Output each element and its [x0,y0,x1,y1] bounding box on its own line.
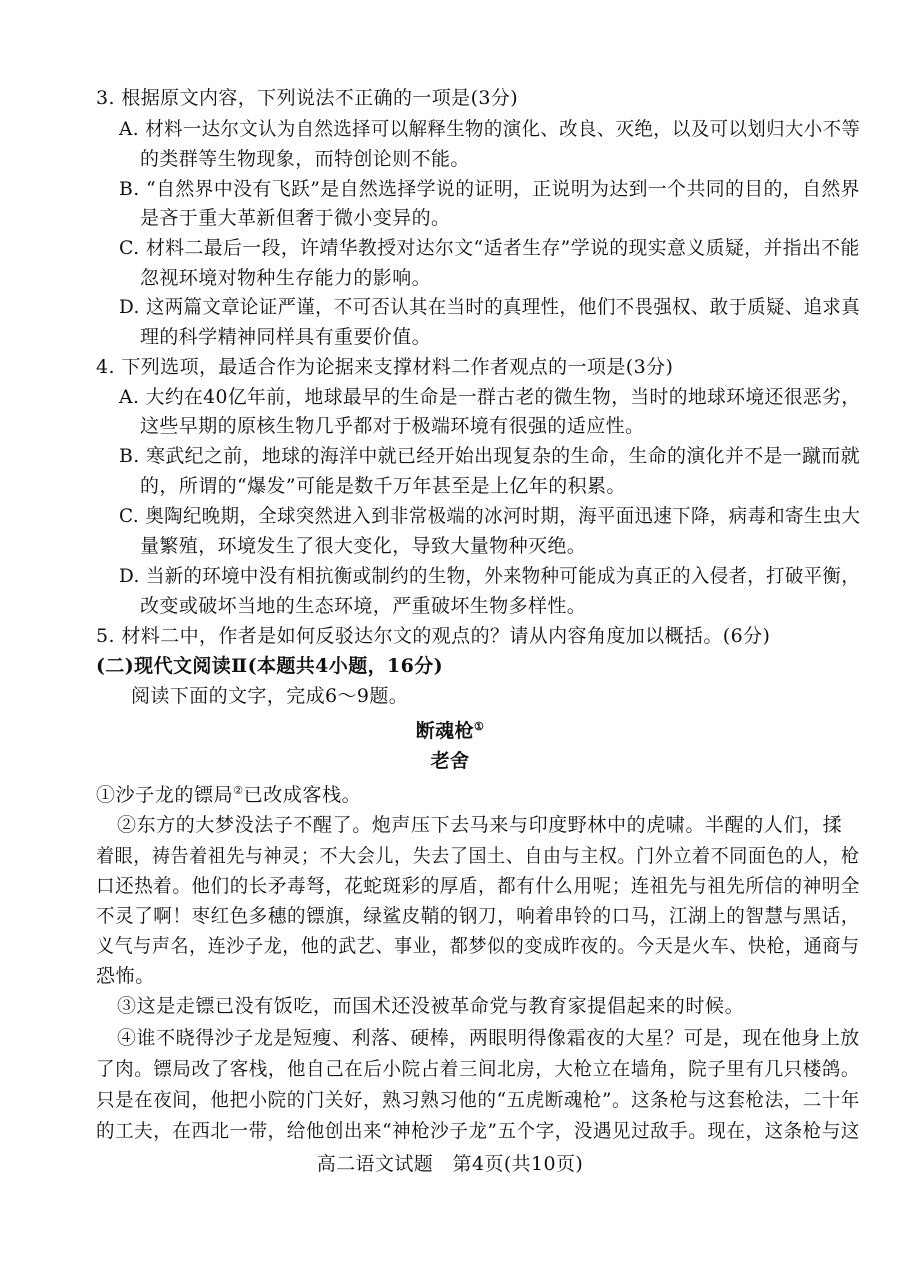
p1-footnote-mark: ② [233,784,244,797]
q3-option-a-line2: 的类群等生物现象，而特创论则不能。 [140,148,470,170]
q4-option-a-line2: 这些早期的原核生物几乎都对于极端环境有很强的适应性。 [140,415,645,437]
story-paragraph-2-line6: 恐怖。 [96,965,155,987]
story-paragraph-2-line2: 着眼，祷告着祖先与神灵；不大会儿，失去了国土、自由与主权。门外立着不同面色的人，枪 [96,845,860,867]
story-paragraph-4-line2: 了肉。镖局改了客栈，他自己在后小院占着三间北房，大枪立在墙角，院子里有几只楼鸽。 [96,1058,861,1080]
story-paragraph-4-line4: 的工夫，在西北一带，给他创出来“神枪沙子龙”五个字，没遇见过敌手。现在，这条枪与这 [96,1120,860,1142]
q3-option-c-line1: C. 材料二最后一段，许靖华教授对达尔文“适者生存”学说的现实意义质疑，并指出不能 [119,237,860,259]
q3-stem: 3. 根据原文内容，下列说法不正确的一项是(3分) [96,87,519,109]
q4-option-c-line2: 量繁殖，环境发生了很大变化，导致大量物种灭绝。 [140,535,587,557]
q4-option-b-line1: B. 寒武纪之前，地球的海洋中就已经开始出现复杂的生命，生命的演化并不是一蹴而就 [119,445,861,467]
story-title-footnote-mark: ① [473,720,485,733]
reading-instruction: 阅读下面的文字，完成6～9题。 [131,685,409,707]
q3-option-a-line1: A. 材料一达尔文认为自然选择可以解释生物的演化、改良、灭绝，以及可以划归大小不等 [119,118,861,140]
story-paragraph-4-line3: 只是在夜间，他把小院的门关好，熟习熟习他的“五虎断魂枪”。这条枪与这套枪法，二十年 [96,1089,860,1111]
q4-option-d-line1: D. 当新的环境中没有相抗衡或制约的生物，外来物种可能成为真正的入侵者，打破平衡， [119,565,861,587]
story-paragraph-2-line3: 口还热着。他们的长矛毒弩，花蛇斑彩的厚盾，都有什么用呢；连祖先与祖先所信的神明全 [96,875,861,897]
q5-stem: 5. 材料二中，作者是如何反驳达尔文的观点的？请从内容角度加以概括。(6分) [96,625,771,647]
story-author: 老舍 [430,750,470,772]
q4-stem: 4. 下列选项，最适合作为论据来支撑材料二作者观点的一项是(3分) [96,356,674,378]
q4-option-a-line1: A. 大约在40亿年前，地球最早的生命是一群古老的微生物，当时的地球环境还很恶劣， [119,386,861,408]
p1-rest: 已改成客栈。 [243,784,362,806]
story-title [0,719,900,743]
q3-option-b-line2: 是吝于重大革新但奢于微小变异的。 [140,207,451,229]
q4-option-b-line2: 的，所谓的“爆发”可能是数千万年甚至是上亿年的积累。 [140,475,626,497]
story-paragraph-4-line1: ④谁不晓得沙子龙是短瘦、利落、硬棒，两眼明得像霜夜的大星？可是，现在他身上放 [117,1027,860,1049]
story-paragraph-3: ③这是走镖已没有饭吃，而国术还没被革命党与教育家提倡起来的时候。 [117,995,745,1017]
story-paragraph-2-line4: 不灵了啊！枣红色多穗的镖旗，绿鲨皮鞘的钢刀，响着串铃的口马，江湖上的智慧与黑话， [96,905,861,927]
story-paragraph-2-line5: 义气与声名，连沙子龙，他的武艺、事业，都梦似的变成昨夜的。今天是火车、快枪，通商与 [96,935,860,957]
section-heading: (二)现代文阅读Ⅱ(本题共4小题，16分) [96,655,444,677]
story-paragraph-1 [96,783,361,807]
story-paragraph-2-line1: ②东方的大梦没法子不醒了。炮声压下去马来与印度野林中的虎啸。半醒的人们，揉 [117,814,843,836]
q3-option-d-line1: D. 这两篇文章论证严谨，不可否认其在当时的真理性，他们不畏强权、敢于质疑、追求真 [119,296,861,318]
q3-option-c-line2: 忽视环境对物种生存能力的影响。 [140,267,432,289]
p1-text: ①沙子龙的镖局 [96,784,234,806]
page-footer: 高二语文试题 第4页(共10页) [316,1153,584,1175]
q3-option-d-line2: 理的科学精神同样具有重要价值。 [140,326,432,348]
q4-option-d-line2: 改变或破坏当地的生态环境，严重破坏生物多样性。 [140,595,587,617]
story-title-text: 断魂枪 [415,720,474,742]
q3-option-b-line1: B. “自然界中没有飞跃”是自然选择学说的证明，正说明为达到一个共同的目的，自然界 [119,178,860,200]
q4-option-c-line1: C. 奥陶纪晚期，全球突然进入到非常极端的冰河时期，海平面迅速下降，病毒和寄生虫大 [119,505,861,527]
